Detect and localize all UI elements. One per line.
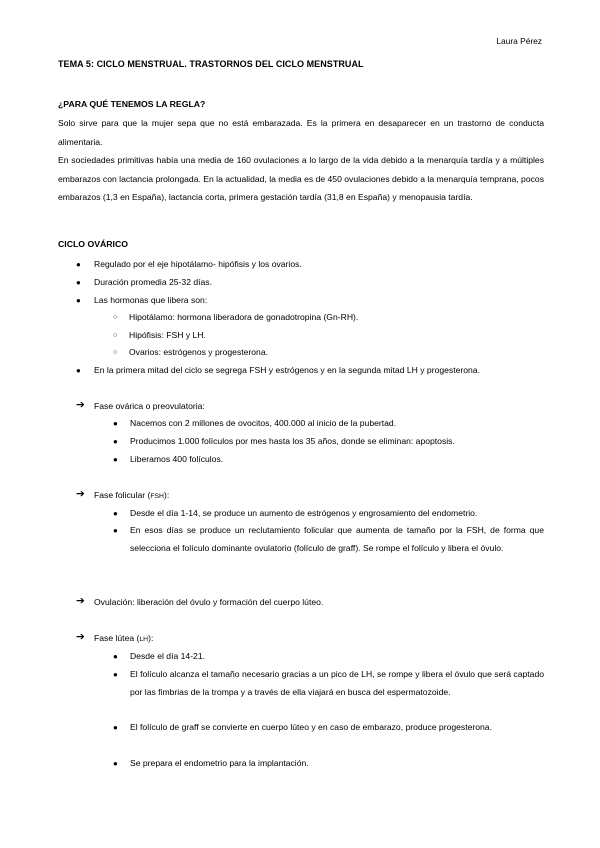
bullet-icon: ● bbox=[76, 366, 81, 375]
phase-title bbox=[76, 630, 546, 649]
sub-list-item bbox=[113, 309, 543, 327]
list-item-text: Regulado por el eje hipotálamo- hipófisis y los ovarios. bbox=[94, 259, 302, 269]
section-heading-regla: ¿PARA QUÉ TENEMOS LA REGLA? bbox=[58, 99, 206, 109]
bullet-icon: ● bbox=[113, 652, 118, 661]
paragraph-regla-1: Solo sirve para que la mujer sepa que no está embarazada. Es la primera en desaparecer en un trastorno de conducta alimentaria. bbox=[58, 118, 544, 147]
bullet-icon: ● bbox=[76, 260, 81, 269]
sub-list-item-text: Hipotálamo: hormona liberadora de gonadotropina (Gn-RH). bbox=[129, 312, 359, 322]
list-item-text: Desde el día 14-21. bbox=[130, 651, 206, 661]
list-item bbox=[113, 648, 544, 666]
list-item bbox=[113, 415, 553, 433]
phase-heading-ovarica bbox=[76, 398, 546, 416]
list-item bbox=[113, 451, 553, 469]
list-item bbox=[113, 719, 544, 737]
list-item-text: En la primera mitad del ciclo se segrega FSH y estrógenos y en la segunda mitad LH y progesterona. bbox=[94, 365, 480, 375]
phase-title-end: ): bbox=[148, 633, 154, 643]
list-item-text: Liberamos 400 folículos. bbox=[130, 454, 224, 464]
list-item-text: El folículo alcanza el tamaño necesario gracias a un pico de LH, se rompe y libera el óvulo que será captado por las fimbrias de la trompa y a través de ella viajará en busca del espermatozoide. bbox=[130, 669, 544, 697]
arrow-icon: ➔ bbox=[76, 488, 85, 500]
bullet-icon: ● bbox=[113, 526, 118, 535]
bullet-icon: ● bbox=[76, 278, 81, 287]
bullet-icon: ● bbox=[113, 419, 118, 428]
sub-list-item-text: Hipófisis: FSH y LH. bbox=[129, 330, 206, 340]
document-title: TEMA 5: CICLO MENSTRUAL. TRASTORNOS DEL CICLO MENSTRUAL bbox=[58, 59, 364, 69]
list-item bbox=[76, 256, 546, 274]
arrow-icon: ➔ bbox=[76, 399, 85, 411]
circle-bullet-icon: ○ bbox=[113, 314, 118, 321]
phase-title-end: ): bbox=[163, 490, 170, 500]
list-item bbox=[113, 666, 544, 701]
arrow-icon: ➔ bbox=[76, 631, 85, 643]
phase-title-abbr: FSH bbox=[150, 493, 164, 500]
list-item bbox=[113, 505, 544, 523]
list-item bbox=[113, 433, 553, 451]
paragraph-regla-2: En sociedades primitivas había una media de 160 ovulaciones a lo largo de la vida debido a la menarquía tardía y a múltiples embarazos con lactancia prolongada. En la actualidad, la media es de 450 ovulaciones debido a la menarquía temprana, pocos embarazos (1,3 en España), lactancia corta, primera gestación tardía (31,8 en España) y menopausia tardía. bbox=[58, 155, 544, 202]
list-item-text: Producimos 1.000 folículos por mes hasta los 35 años, donde se eliminan: apoptosis. bbox=[130, 436, 455, 446]
phase-heading-ovulacion bbox=[76, 594, 546, 612]
list-item-text: Se prepara el endometrio para la implantación. bbox=[130, 758, 309, 768]
phase-title-abbr: LH bbox=[139, 636, 149, 643]
circle-bullet-icon: ○ bbox=[113, 349, 118, 356]
phase-title bbox=[76, 487, 546, 506]
sub-list-item bbox=[113, 344, 543, 362]
phase-heading-folicular bbox=[76, 487, 546, 506]
bullet-icon: ● bbox=[113, 759, 118, 768]
list-item bbox=[113, 522, 544, 557]
list-item bbox=[76, 292, 546, 310]
bullet-icon: ● bbox=[76, 296, 81, 305]
circle-bullet-icon: ○ bbox=[113, 332, 118, 339]
list-item-text: Desde el día 1-14, se produce un aumento de estrógenos y engrosamiento del endometrio. bbox=[130, 508, 478, 518]
list-item-text: Nacemos con 2 millones de ovocitos, 400.000 al inicio de la pubertad. bbox=[130, 418, 397, 428]
list-item-text: Las hormonas que libera son: bbox=[94, 295, 208, 305]
author-name: Laura Pérez bbox=[496, 36, 542, 46]
bullet-icon: ● bbox=[113, 723, 118, 732]
sub-list-item bbox=[113, 327, 543, 345]
list-item-text: Duración promedia 25-32 días. bbox=[94, 277, 212, 287]
list-item-text: En esos días se produce un reclutamiento folicular que aumenta de tamaño por la FSH, de forma que selecciona el folículo dominante ovulatorio (folículo de graff). Se rompe el folículo y libera el óvulo. bbox=[130, 525, 544, 553]
phase-title: Ovulación: liberación del óvulo y formación del cuerpo lúteo. bbox=[94, 597, 324, 607]
list-item-text: El folículo de graff se convierte en cuerpo lúteo y en caso de embarazo, produce progesterona. bbox=[130, 722, 492, 732]
phase-title-start: Fase folicular ( bbox=[94, 490, 151, 500]
arrow-icon: ➔ bbox=[76, 595, 85, 607]
bullet-icon: ● bbox=[113, 670, 118, 679]
phase-heading-lutea bbox=[76, 630, 546, 649]
bullet-icon: ● bbox=[113, 455, 118, 464]
section-heading-ciclo-ovarico: CICLO OVÁRICO bbox=[58, 239, 128, 249]
list-item bbox=[76, 274, 546, 292]
sub-list-item-text: Ovarios: estrógenos y progesterona. bbox=[129, 347, 269, 357]
phase-title: Fase ovárica o preovulatoria: bbox=[94, 401, 205, 411]
list-item bbox=[76, 362, 556, 380]
bullet-icon: ● bbox=[113, 509, 118, 518]
list-item bbox=[113, 755, 544, 773]
phase-title-start: Fase lútea ( bbox=[94, 633, 140, 643]
bullet-icon: ● bbox=[113, 437, 118, 446]
